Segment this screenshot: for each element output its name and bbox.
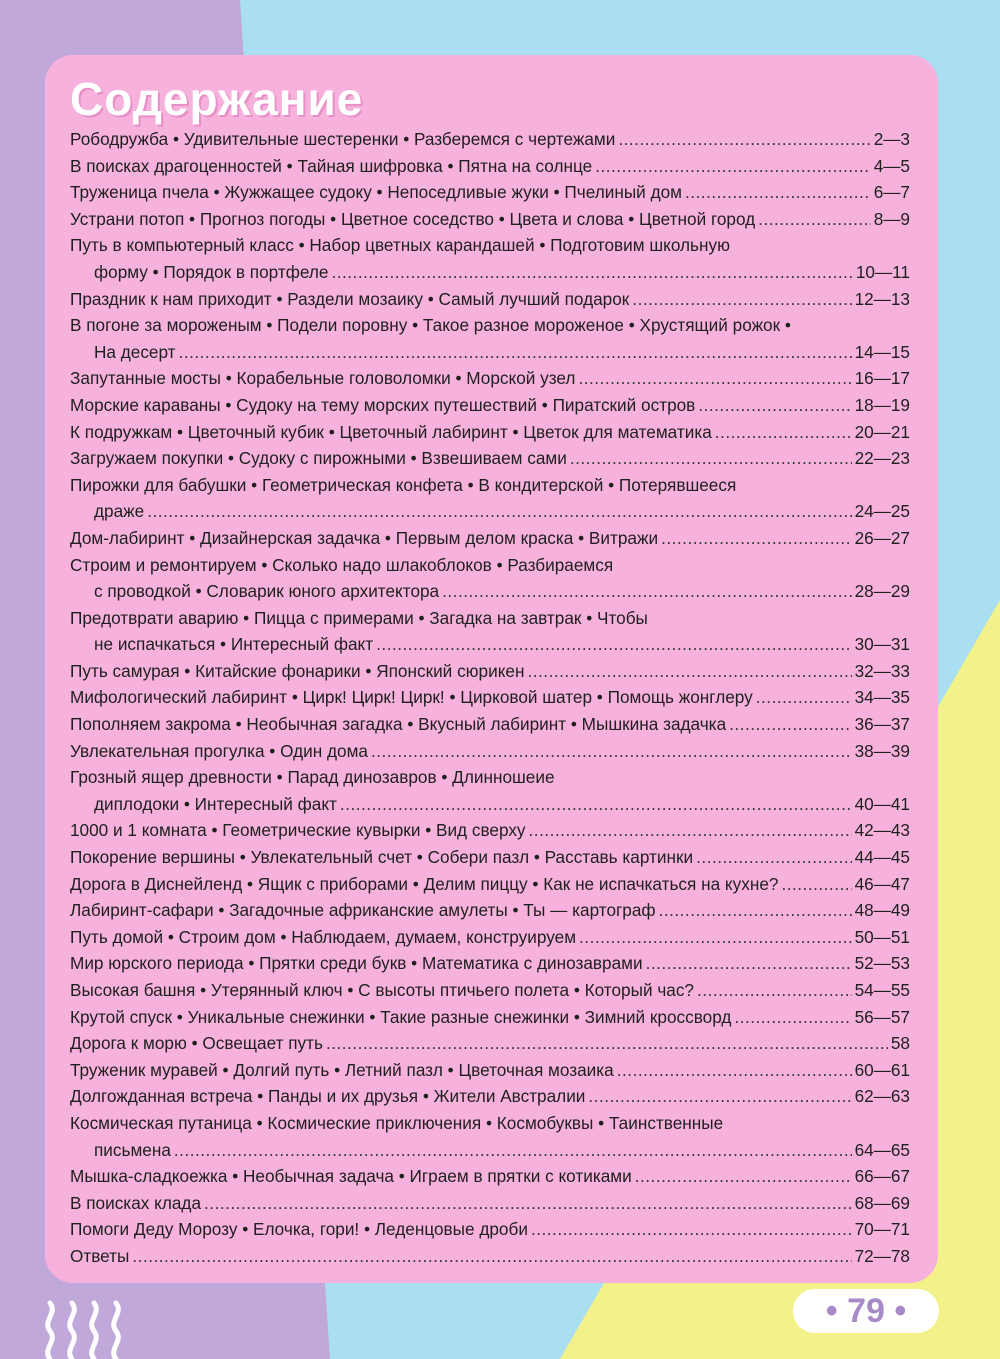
toc-entry-title: В погоне за мороженым • Подели поровну • Такое разное мороженое • Хрустящий рожок • [70, 315, 791, 336]
toc-entry-pages: 26—27 [854, 527, 910, 548]
toc-entry-pages: 62—63 [854, 1086, 910, 1107]
toc-entry-pages: 68—69 [854, 1192, 910, 1213]
toc-entry-title: Дорога к морю • Освещает путь [70, 1033, 323, 1054]
toc-entry-line [70, 684, 910, 711]
toc-entry [70, 552, 910, 605]
toc-entry-line [70, 817, 910, 844]
dot-leader [147, 498, 851, 525]
toc-entry-pages: 12—13 [854, 288, 910, 309]
dot-leader [531, 1216, 852, 1243]
toc-entry-title: с проводкой • Словарик юного архитектора [94, 581, 440, 602]
toc-entry-line [70, 525, 910, 552]
toc-entry-title: Труженик муравей • Долгий путь • Летний пазл • Цветочная мозаика [70, 1059, 614, 1080]
dot-leader [331, 259, 852, 286]
toc-entry [70, 871, 910, 898]
toc-entry-pages: 18—19 [854, 394, 910, 415]
page-number-badge: • 79 • [793, 1289, 939, 1333]
toc-entry-title: письмена [94, 1139, 171, 1160]
toc-entry-title: Устрани потоп • Прогноз погоды • Цветное соседство • Цвета и слова • Цветной город [70, 208, 756, 229]
toc-entry-pages: 64—65 [854, 1139, 910, 1160]
toc-entry-line [70, 1163, 910, 1190]
toc-entry [70, 1243, 910, 1270]
toc-entry [70, 1004, 910, 1031]
toc-entry [70, 950, 910, 977]
toc-entry-title: Праздник к нам приходит • Раздели мозаику • Самый лучший подарок [70, 288, 630, 309]
dot-leader [179, 339, 852, 366]
toc-entry [70, 1030, 910, 1057]
dot-leader [371, 738, 852, 765]
toc-entry-line [70, 950, 910, 977]
toc-entry-title: Рободружба • Удивительные шестеренки • Разберемся с чертежами [70, 129, 616, 149]
toc-entry-line [70, 631, 910, 658]
toc-entry-line [70, 179, 910, 206]
toc-entry-pages: 4—5 [873, 155, 910, 176]
toc-entry-line [70, 1004, 910, 1031]
toc-entry-pages: 24—25 [854, 501, 910, 522]
toc-entry [70, 1216, 910, 1243]
dot-leader [340, 791, 852, 818]
toc-entry-line [70, 472, 910, 499]
toc-entry-title: Предотврати аварию • Пицца с примерами • Загадка на завтрак • Чтобы [70, 607, 648, 628]
toc-entry [70, 1163, 910, 1190]
toc-entry [70, 525, 910, 552]
toc-entry [70, 1083, 910, 1110]
toc-entry-line [70, 871, 910, 898]
toc-entry-pages: 56—57 [854, 1006, 910, 1027]
toc-entry-line [70, 339, 910, 366]
dot-leader [617, 1057, 852, 1084]
page-title: Содержание [70, 73, 364, 125]
toc-entry [70, 232, 910, 285]
toc-entry-line [70, 365, 910, 392]
toc-entry-line [70, 232, 910, 259]
toc-entry-title: Дом-лабиринт • Дизайнерская задачка • Первым делом краска • Витражи [70, 527, 659, 548]
dot-leader [729, 711, 851, 738]
toc-entry-pages: 50—51 [854, 926, 910, 947]
toc-entry-pages: 38—39 [854, 740, 910, 761]
toc-entry-line [70, 153, 910, 180]
toc-entry-line [70, 392, 910, 419]
dot-leader [578, 365, 851, 392]
toc-entry-pages: 30—31 [854, 634, 910, 655]
toc-entry-pages: 2—3 [873, 129, 910, 149]
toc-entry-pages: 34—35 [854, 687, 910, 708]
toc-entry-line [70, 897, 910, 924]
dot-leader [756, 684, 852, 711]
toc-entry-line [70, 419, 910, 446]
toc-entry-line [70, 1110, 910, 1137]
toc-entry [70, 1110, 910, 1163]
toc-entry-title: Грозный ящер древности • Парад динозавров • Длинношеие [70, 767, 555, 788]
toc-entry-title: форму • Порядок в портфеле [94, 261, 329, 282]
toc-entry [70, 365, 910, 392]
toc-entry-pages: 14—15 [854, 341, 910, 362]
toc-entry-title: Загружаем покупки • Судоку с пирожными • Взвешиваем сами [70, 448, 567, 469]
toc-entry [70, 206, 910, 233]
toc-entry [70, 1190, 910, 1217]
toc-entry-title: диплодоки • Интересный факт [94, 793, 337, 814]
toc-entry [70, 419, 910, 446]
toc-entry [70, 924, 910, 951]
toc-entry [70, 472, 910, 525]
toc-entry-title: Путь в компьютерный класс • Набор цветных карандашей • Подготовим школьную [70, 235, 730, 256]
toc-entry-title: Крутой спуск • Уникальные снежинки • Такие разные снежинки • Зимний кроссворд [70, 1006, 732, 1027]
toc-entry-title: Высокая башня • Утерянный ключ • С высоты птичьего полета • Который час? [70, 980, 694, 1000]
toc-entry-line [70, 1216, 910, 1243]
toc-entry-line [70, 552, 910, 579]
toc-entry-line [70, 605, 910, 632]
dot-leader [715, 419, 852, 446]
toc-entry-title: Мир юрского периода • Прятки среди букв • Математика с динозаврами [70, 953, 643, 974]
toc-entry-pages: 8—9 [873, 208, 910, 229]
toc-entry-title: Покорение вершины • Увлекательный счет • Собери пазл • Расставь картинки [70, 847, 694, 868]
dot-leader [758, 206, 871, 233]
toc-entry-pages: 36—37 [854, 714, 910, 735]
dot-leader [661, 525, 852, 552]
toc-entry [70, 1057, 910, 1084]
toc-entry-title: Увлекательная прогулка • Один дома [70, 740, 368, 761]
toc-entry-pages: 66—67 [854, 1166, 910, 1187]
dot-leader [696, 844, 851, 871]
dot-leader [579, 924, 852, 951]
dot-leader [632, 286, 851, 313]
toc-entry-pages: 44—45 [854, 847, 910, 868]
dot-leader [734, 1004, 851, 1031]
toc-entry-line [70, 977, 910, 1004]
dot-leader [527, 658, 851, 685]
dot-leader [570, 445, 852, 472]
dot-leader [698, 392, 851, 419]
toc-entry [70, 445, 910, 472]
toc-entry-pages: 28—29 [854, 581, 910, 602]
toc-entry-pages: 60—61 [854, 1059, 910, 1080]
toc-entry-line [70, 206, 910, 233]
toc-entry-line [70, 498, 910, 525]
dot-leader [781, 871, 851, 898]
dot-leader [529, 817, 852, 844]
toc-entry [70, 392, 910, 419]
toc-entry-pages: 46—47 [854, 873, 910, 894]
toc-entry-title: В поисках клада [70, 1192, 202, 1213]
toc-entry-line [70, 259, 910, 286]
toc-entry [70, 286, 910, 313]
toc-entry-title: Космическая путаница • Космические приключения • Космобуквы • Таинственные [70, 1112, 724, 1133]
toc-entry-line [70, 312, 910, 339]
toc-entry [70, 658, 910, 685]
toc-entry-title: Мышка-сладкоежка • Необычная задача • Играем в прятки с котиками [70, 1166, 632, 1187]
dot-leader [685, 179, 871, 206]
toc-entry [70, 844, 910, 871]
toc-entry-pages: 48—49 [854, 900, 910, 921]
toc-entry-title: Долгожданная встреча • Панды и их друзья • Жители Австралии [70, 1086, 586, 1107]
toc-entry-line [70, 1137, 910, 1164]
toc-entry-line [70, 658, 910, 685]
dot-leader [646, 950, 852, 977]
toc-entry [70, 312, 910, 365]
toc-entry-title: 1000 и 1 комната • Геометрические кувырки • Вид сверху [70, 820, 526, 841]
toc-entry-title: В поисках драгоценностей • Тайная шифровка • Пятна на солнце [70, 155, 593, 176]
toc-entry-title: драже [94, 501, 145, 522]
toc-entry-line [70, 286, 910, 313]
toc-entry-pages: 52—53 [854, 953, 910, 974]
toc-entry-title: Морские караваны • Судоку на тему морских путешествий • Пиратский остров [70, 394, 696, 415]
toc-entry-line [70, 924, 910, 951]
dot-leader [376, 631, 851, 658]
toc-entry-pages: 72—78 [854, 1245, 910, 1266]
toc-entry-pages: 54—55 [854, 980, 910, 1000]
toc-entry-line [70, 844, 910, 871]
toc-entry [70, 817, 910, 844]
toc-entry-title: Лабиринт-сафари • Загадочные африканские амулеты • Ты — картограф [70, 900, 656, 921]
dot-leader [442, 578, 851, 605]
toc-entry-pages: 58 [890, 1033, 910, 1054]
toc-entry [70, 153, 910, 180]
dot-leader [174, 1137, 852, 1164]
dot-leader [595, 153, 871, 180]
toc-entry-title: К подружкам • Цветочный кубик • Цветочный лабиринт • Цветок для математика [70, 421, 712, 442]
toc-entry-pages: 10—11 [855, 261, 910, 282]
toc-entry-line [70, 711, 910, 738]
toc-entry-title: Дорога в Диснейленд • Ящик с приборами • Делим пиццу • Как не испачкаться на кухне? [70, 873, 779, 894]
toc-entry-title: Путь самурая • Китайские фонарики • Японский сюрикен [70, 660, 525, 681]
dot-leader [697, 977, 852, 1004]
toc-entry-line [70, 1243, 910, 1270]
toc-entry [70, 179, 910, 206]
toc-entry-line [70, 791, 910, 818]
toc-entry-pages: 40—41 [854, 793, 910, 814]
toc-entry [70, 711, 910, 738]
table-of-contents [70, 126, 910, 1270]
toc-entry [70, 977, 910, 1004]
dot-leader [326, 1030, 888, 1057]
toc-entry-title: Ответы [70, 1245, 130, 1266]
toc-entry-title: Пополняем закрома • Необычная загадка • Вкусный лабиринт • Мышкина задачка [70, 714, 727, 735]
toc-entry-line [70, 1057, 910, 1084]
toc-entry-title: Мифологический лабиринт • Цирк! Цирк! Цирк! • Цирковой шатер • Помощь жонглеру [70, 687, 753, 708]
toc-entry-pages: 6—7 [873, 182, 910, 203]
toc-entry-line [70, 738, 910, 765]
dot-leader [618, 126, 870, 153]
toc-entry-line [70, 126, 910, 153]
toc-entry-pages: 32—33 [854, 660, 910, 681]
wave-lines-decoration [40, 1282, 130, 1359]
toc-entry-line [70, 1083, 910, 1110]
toc-entry-line [70, 445, 910, 472]
dot-leader [659, 897, 852, 924]
toc-entry [70, 605, 910, 658]
toc-entry [70, 684, 910, 711]
toc-entry-pages: 16—17 [854, 368, 910, 389]
toc-entry-title: Пирожки для бабушки • Геометрическая конфета • В кондитерской • Потерявшееся [70, 474, 737, 495]
toc-entry-title: Труженица пчела • Жужжащее судоку • Непоседливые жуки • Пчелиный дом [70, 182, 682, 203]
toc-entry-line [70, 1030, 910, 1057]
dot-leader [204, 1190, 852, 1217]
toc-entry-pages: 20—21 [854, 421, 910, 442]
toc-entry-title: Помоги Деду Морозу • Елочка, гори! • Леденцовые дроби [70, 1219, 528, 1240]
toc-entry-line [70, 1190, 910, 1217]
dot-leader [132, 1243, 851, 1270]
toc-entry-line [70, 578, 910, 605]
toc-entry [70, 897, 910, 924]
toc-entry-pages: 22—23 [854, 448, 910, 469]
toc-entry-title: Путь домой • Строим дом • Наблюдаем, думаем, конструируем [70, 926, 577, 947]
toc-entry-pages: 70—71 [854, 1219, 910, 1240]
toc-entry-title: не испачкаться • Интересный факт [94, 634, 374, 655]
toc-entry [70, 738, 910, 765]
toc-entry-pages: 42—43 [854, 820, 910, 841]
dot-leader [588, 1083, 851, 1110]
toc-entry-title: На десерт [94, 341, 176, 362]
dot-leader [635, 1163, 852, 1190]
toc-entry-title: Запутанные мосты • Корабельные головоломки • Морской узел [70, 368, 576, 389]
toc-entry-line [70, 764, 910, 791]
toc-entry [70, 126, 910, 153]
toc-entry [70, 764, 910, 817]
toc-entry-title: Строим и ремонтируем • Сколько надо шлакоблоков • Разбираемся [70, 554, 614, 575]
